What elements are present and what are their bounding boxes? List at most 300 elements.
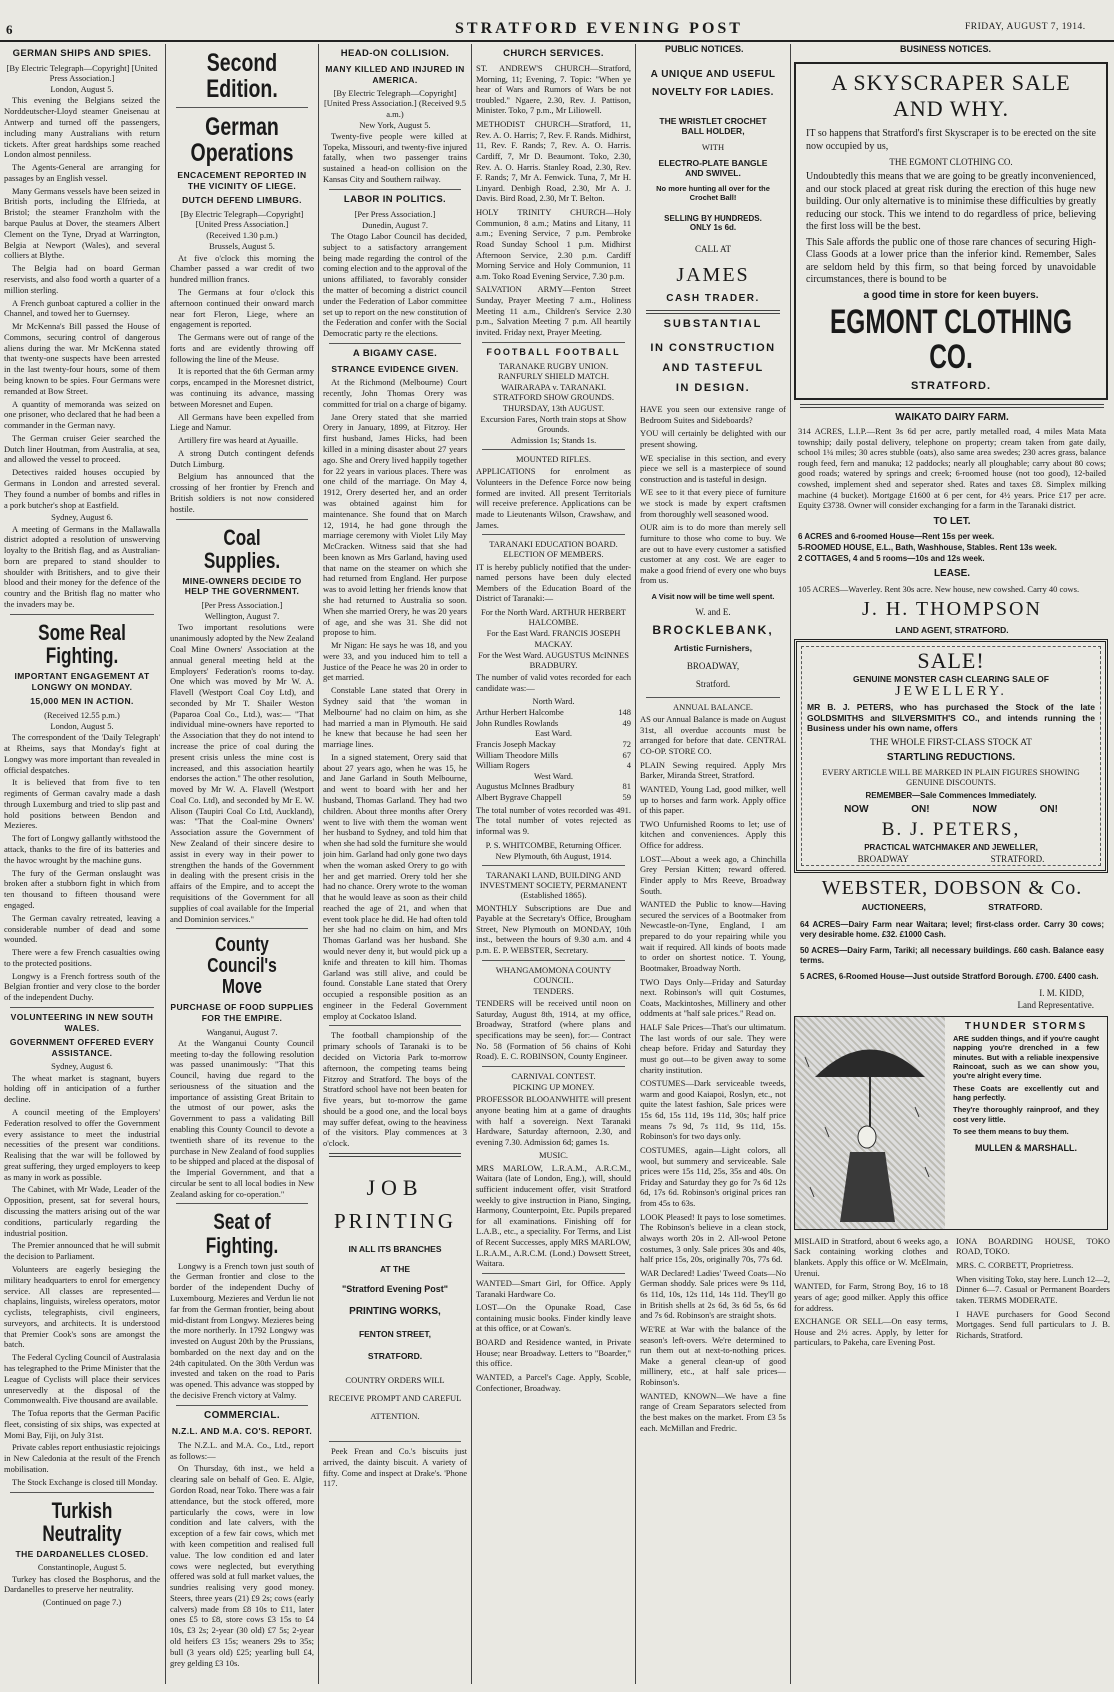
ad-heading: WEBSTER, DOBSON & Co. (821, 876, 1083, 899)
job-printing-ad (323, 1161, 467, 1437)
ad-paragraph: ARE sudden things, and if you're caught napping you're drenched in a few minutes. But with a reliable inexpensive Raincoat, such as we can show you, you're alright every time. (953, 1033, 1099, 1081)
ad-heading: LEASE. (933, 567, 971, 579)
notice: WANTED, Young Lad, good milker, well up to horses and farm work. Apply office of this paper. (640, 783, 786, 816)
notice-heading: TARANAKI LAND, BUILDING AND INVESTMENT SOCIETY, PERMANENT (Established 1865). (479, 869, 628, 901)
headline-large: Some Real Fighting. (38, 619, 126, 668)
ad-line: STARTLING REDUCTIONS. (886, 751, 1016, 763)
notice: COSTUMES—Dark serviceable tweeds, warm and good Kaiapoi, Roslyn, etc., not quite the latest fashion, Sale prices were 15s 6d, 15s 11d, 19s 11d, 30s; half price means 7s 9d, 7s 11d, 9s 11d, 15s. Robinson's for two days only. (640, 1078, 786, 1142)
raincoat-illustration (795, 1017, 945, 1229)
notice: The total number of votes recorded was 491. The total number of votes rejected as informal was 9. (476, 804, 631, 836)
article-paragraph: A council meeting of the Employers' Federation resolved to offer the Government every assistance to meet the industrial necessities of the present war conditions. Realising that the war will be followed by great suffering, they urged employers to keep as many in work as possible. (4, 1107, 160, 1182)
furniture-ad-signature (640, 592, 786, 689)
notice: MRS. C. CORBETT, Proprietress. (956, 1260, 1074, 1270)
headline: GERMAN SHIPS AND SPIES. (12, 48, 152, 59)
masthead-rule (0, 40, 1114, 42)
notice: TWO Days Only—Friday and Saturday next. Robinson's will quit Costumes, Coats, Mackintoshes, Millinery and other oddments at "half sale prices." Read on. (640, 976, 786, 1019)
dairy-farm-ad (794, 412, 1110, 635)
article-paragraph: It is reported that the 6th German army corps, encamped in the Moresnet district, was continuing its advance, massing between Moresnet and Eupen. (170, 366, 314, 409)
notice-heading: PICKING UP MONEY. (512, 1082, 595, 1093)
ad-line: COUNTRY ORDERS WILL (345, 1375, 445, 1386)
article-paragraph: The Agents-General are arranging for passages by an English vessel. (4, 162, 160, 183)
article-paragraph: Volunteers are eagerly besieging the military headquarters to enrol for emergency service. All classes are represented—chaplains, linguists, wireless operators, motor cyclists, telegraphists, civil engineers, surveyors, and architects. It is understood that Premier Cook's sons are amongst the batch. (4, 1263, 160, 1350)
notice-line: WAIRARAPA v. TARANAKI. STRATFORD SHOW GROUNDS. THURSDAY, 13th AUGUST. (493, 382, 614, 413)
subheadline: IMPORTANT ENGAGEMENT AT LONGWY ON MONDAY. (14, 670, 150, 692)
notice: WANTED, for Farm, Strong Boy, 16 to 18 years of age; good milker. Apply this office for address. (794, 1281, 948, 1313)
auctioneers-ad (794, 877, 1110, 1010)
candidate-name: Arthur Herbert Halcombe (476, 707, 564, 718)
notice-heading: TENDERS. (533, 986, 574, 996)
notice: I HAVE purchasers for Good Second Mortgages. Send full particulars to J. B. Richards, Stratford. (956, 1308, 1110, 1340)
ad-line: CALL AT (695, 244, 731, 254)
ad-paragraph: WE specialise in this section, and every piece we sell is a masterpiece of sound construction and is tasteful in design. (640, 452, 786, 484)
small-notices-left (794, 1234, 948, 1351)
ad-line: CASH TRADER. (666, 293, 760, 304)
article-paragraph: A meeting of Germans in the Mallawalla district adopted a resolution of unswerving loyalty to the British flag, and as Australian-born are prepared to stand shoulder to shoulder with Britishers, and to give their blood and their money for the defence of the country and the British flag no matter who the invaders may be. (4, 523, 160, 609)
ad-line: PRINTING WORKS, (349, 1306, 441, 1318)
ad-line: AUCTIONEERS, STRATFORD. (861, 901, 1043, 912)
separator (329, 1025, 461, 1026)
ad-name: EGMONT CLOTHING CO. (829, 302, 1073, 377)
notice-heading: ANNUAL BALANCE. (673, 702, 753, 712)
ad-name: J. H. THOMPSON (862, 597, 1042, 620)
notice: ST. ANDREW'S CHURCH—Stratford, Morning, 11; Evening, 7. Topic: "When ye hear of Wars and Rumors of Wars be not troubled." Ngaere, 2.30, Rev. J. Pattison, Minister. Toko, 7 p.m., Mr Liliowell. (476, 62, 631, 116)
notice: EXCHANGE OR SELL—On easy terms, House and 2½ acres. Apply, by letter for particulars, to Pakeha, care Evening Post. (794, 1316, 948, 1348)
separator (482, 534, 625, 535)
notice: SALVATION ARMY—Fenton Street Sunday, Prayer Meeting 7 a.m., Holiness Meeting 11 a.m., Children's Service 2.30 p.m., Salvation Meeting 7 p.m. All heartily invited. Friday next, Prayer Meeting. (476, 284, 631, 337)
vote-row (476, 781, 631, 792)
notice: The number of valid votes recorded for each candidate was:— (476, 672, 631, 693)
crochet-ad (640, 66, 786, 304)
article-paragraph: The Germans were out of range of the forts and are evidently throwing off following the line of the Meuse. (170, 332, 314, 364)
ad-line: THE WHOLE FIRST-CLASS STOCK AT (870, 737, 1032, 748)
article-paragraph: Mr Nigan: He says he was 18, and you were 33, and you induced him to tell a Justice of the Peace he was 20 in order to get married. (323, 640, 467, 683)
ad-heading: IN DESIGN. (675, 382, 751, 394)
ad-heading: TO LET. (933, 515, 971, 527)
article-paragraph: Jane Orery stated that she married Orery in January, 1899, at Fitzroy. Her first husband, James Hicks, had been killed in a mining disaster about 27 years ago. She and Orery lived happily together for 22 years in various places. There was one child of the marriage. On May 4, 1912, Orery deserted her, and an order was obtained against him for maintenance. She found that on March 12, 1914, he had gone through the marriage ceremony with Violet Lily May McCracken. Witness said that she had been known as Mrs Garland, having used that name on the steamer on which she had returned from England. Her purpose was to avoid letting her friends know that she had returned to Australia so soon. When she married Orery, he was 20 years of age, and she was 31. She did not propose to him. (323, 411, 467, 638)
article-paragraph: It is believed that from five to ten regiments of German cavalry made a dash through Luxemburg and tried to slip past and hold positions between Bendon and Mezieres. (4, 777, 160, 831)
notice: PROFESSOR BLOOANWHITE will present anyone beating him at a game of draughts with half a sovereign. Next Taranaki Hardware, Saturday afternoon, 2.30, and evening 7.30. Admission 6d; games 1s. (476, 1094, 631, 1147)
article-paragraph: The Germans at four o'clock this afternoon continued their onward march near fort Fleron, Liege, where an engagement is reported. (170, 286, 314, 330)
ad-line: Stratford. (695, 679, 731, 689)
column-rule (318, 44, 319, 1684)
separator (329, 189, 461, 190)
ad-paragraph: These Coats are excellently cut and hang perfectly. (953, 1083, 1099, 1102)
notice: WANTED, KNOWN—We have a fine range of Cream Separators selected from the best makes on the market. From £3 5s each. McMillan and Fredric. (640, 1390, 786, 1433)
ad-heading: AND TASTEFUL (662, 362, 764, 374)
separator (329, 1441, 461, 1442)
column-rule (635, 44, 636, 1684)
ad-heading: A SKYSCRAPER SALE (831, 70, 1071, 95)
ad-line: No more hunting all over for the Crochet Ball! (656, 184, 770, 202)
ad-line: a good time in store for keen buyers. (863, 289, 1039, 301)
ad-paragraph: 314 ACRES, L.I.P.—Rent 3s 6d per acre, partly metalled road, 4 miles Mata Mata township; daily postal delivery, telephone on property; cream taken from gate daily, school 1¼ miles; 30 acres stubble (oats), also same area swedes; 230 acres grass, balance rough feed, fern and manuka; 12 paddocks; nearly all ploughable; carry about 80 cows; good roads; watered by springs and creek; 6-roomed house (not too good), 12-bailed cowshed, implement shed and seperator shed. Rates and taxes £8. Simplex milking machine (4 bucket). Mortgage £1600 at 6 per cent, for 4½ years. Price £17 per acre. Equity £3738. Owner will consider exchanging for a farm in the Taranaki district. (798, 425, 1106, 511)
ad-line: 105 ACRES—Waverley. Rent 30s acre. New house, new cowshed. Carry 40 cows. (798, 583, 1080, 594)
article-paragraph: A quantity of memoranda was seized on one prisoner, who declared that he had been a commander in the German navy. (4, 398, 160, 431)
article-paragraph: The football championship of the primary schools of Taranaki is to be decided on Victoria Park to-morrow afternoon, the competing teams being Fitzroy and Stratford. The boys of the Stratford school have not been beaten for five years, but to-morrow the game should be a good one, and the local boys may suffer defeat, owing to the heaviness of the visitors. Play commences at 3 o'clock. (323, 1030, 467, 1149)
subheadline: PURCHASE OF FOOD SUPPLIES FOR THE EMPIRE. (170, 1002, 314, 1023)
byline: [Per Press Association.] (354, 208, 436, 219)
article-paragraph: Longwy is a French fortress south of the Belgian frontier and very close to the border of the independent Duchy. (4, 970, 160, 1003)
byline: [By Electric Telegraph—Copyright] [United Press Association.] (6, 62, 158, 84)
ad-heading: SUBSTANTIAL (663, 318, 763, 330)
notice-heading: MOUNTED RIFLES. (515, 454, 592, 465)
newspaper-title: STRATFORD EVENING POST (455, 20, 743, 37)
article-paragraph: Constable Lane stated that Orery in Sydney said that 'the woman in Melbourne' had no claim on him, as she had married a man in Plymouth. He said he knew that because he had seen her marriage lines. (323, 685, 467, 750)
candidate-name: Albert Bygrave Chappell (476, 792, 562, 803)
dateline: Wellington, August 7. (204, 611, 280, 622)
article-paragraph: The Federal Cycling Council of Australasia has telegraphed to the Prime Minister that the League of Cyclists will place their services unreservedly at the disposal of the Commonwealth. Five thousand are available. (4, 1352, 160, 1406)
subheadline: DUTCH DEFEND LIMBURG. (182, 195, 302, 206)
column-6 (794, 58, 1110, 1692)
ad-line: W. and E. (695, 607, 731, 617)
notice: HALF Sale Prices—That's our ultimatum. The last words of our sale. They were cheap before. Friday and Saturday they must go out—to be given away to some charity institution. (640, 1022, 786, 1075)
umbrella-figure-icon (795, 1017, 945, 1229)
article-paragraph: The German cavalry retreated, leaving a considerable number of dead and some wounded. (4, 912, 160, 945)
ad-line: A Visit now will be time well spent. (651, 592, 775, 601)
ad-line: STRATFORD. (910, 379, 992, 392)
received-time: (Received 12.55 p.m.) (44, 709, 120, 720)
separator (176, 1405, 308, 1406)
ad-heading: PRINTING (334, 1209, 456, 1234)
separator (329, 1153, 461, 1157)
ad-line: BROADWAY STRATFORD. (857, 853, 1045, 864)
headline: HEAD-ON COLLISION. (340, 48, 450, 59)
ad-line: IN ALL ITS BRANCHES (348, 1244, 442, 1255)
notice-heading: MUSIC. (538, 1150, 569, 1161)
small-notices-right (956, 1234, 1110, 1351)
article-paragraph: The Tofua reports that the German Pacific fleet, consisting of six ships, was expected at Momi Bay, Fiji, on July 31st. (4, 1408, 160, 1440)
column-2 (170, 44, 314, 1684)
notice-heading: CARNIVAL CONTEST. (511, 1070, 596, 1081)
dateline: New York, August 5. (359, 119, 431, 130)
vote-count: 81 (622, 781, 631, 792)
vote-count: 59 (622, 792, 631, 803)
article-paragraph: Mr McKenna's Bill passed the House of Commons, securing control of dangerous aliens during the war. Mr McKenna stated that twenty-one suspects have been arrested in the last twenty-four hours, some of them being known to be spies. Four Germans were remanded at Bow Street. (4, 321, 160, 396)
ad-line: I. M. KIDD, (1039, 987, 1084, 998)
subheadline: STRANCE EVIDENCE GIVEN. (331, 363, 459, 374)
vote-row (476, 707, 631, 718)
ad-line: JEWELLERY. (895, 683, 1007, 699)
candidate-name: Augustus McInnes Bradbury (476, 781, 575, 792)
headline: A BIGAMY CASE. (352, 347, 438, 359)
ad-line: REMEMBER—Sale Commences Immediately. (865, 790, 1037, 800)
column-rule (471, 44, 472, 1684)
vote-row (476, 718, 631, 729)
article-paragraph: There were a few French casualties owing to the protected positions. (4, 947, 160, 968)
notice: METHODIST CHURCH—Stratford, 11, Rev. A. O. Harris; 7, Rev. F. Rands. Midhirst, 11, Rev. F. Rands; 7, Rev. A. O. Harris. Cardiff, 7, Mr D. Beaumont. Toko, 2.30, Rev. A. O. Harris. Stanley Road, 2.30, Rev. F. Rands; 7, Mr A. Fenwick. Tuna, 7, Mr H. Linyard. Denbigh Road, 2.30, Mr A. J. Davis. Bird Road, 2.30, Mr T. Belton. (476, 119, 631, 204)
column-1 (4, 44, 160, 1684)
article-paragraph: At the Richmond (Melbourne) Court recently, John Thomas Orery was committed for trial on a charge of bigamy. (323, 377, 467, 409)
separator (10, 614, 154, 615)
notice: When visiting Toko, stay here. Lunch 12—2, Dinner 6—7. Casual or Permanent Boarders taken. TERMS MODERATE. (956, 1273, 1110, 1305)
notice: APPLICATIONS for enrolment as Volunteers in the Defence Force now being formed are invited. All present Territorials will receive preference. Applications can be made to Lieutenants Wilson, Crawshaw, and James. (476, 466, 631, 530)
notice: BOARD and Residence wanted, in Private House; near Broadway. Letters to "Boarder," this office. (476, 1337, 631, 1369)
subheadline: MANY KILLED AND INJURED IN AMERICA. (325, 63, 465, 85)
vote-row (476, 739, 631, 750)
ad-line: 5-ROOMED HOUSE, E.L., Bath, Washhouse, Stables. Rent 13s week. (798, 542, 1057, 552)
separator (482, 1273, 625, 1274)
article-paragraph: The German cruiser Geier searched the Dutch liner Houtman, from Australia, at sea, and allowed the vessel to proceed. (4, 432, 160, 465)
vote-count: 4 (626, 760, 631, 771)
article-paragraph: The Belgia had on board German reservists, and also food worth a quarter of a million sterling. (4, 263, 160, 295)
ad-paragraph: They're thoroughly rainproof, and they cost very little. (953, 1105, 1099, 1124)
ad-line: ELECTRO-PLATE BANGLE AND SWIVEL. (658, 158, 768, 178)
notice-heading: WHANGAMOMONA COUNTY COUNCIL. (495, 964, 612, 985)
ward-heading: North Ward. (532, 696, 575, 707)
candidate-name: William Theodore Mills (476, 749, 559, 760)
ad-name: BROCKLEBANK, (652, 623, 774, 637)
ad-name: MULLEN & MARSHALL. (975, 1142, 1077, 1153)
furniture-ad (640, 318, 786, 394)
dateline: Sydney, August 6. (51, 1061, 113, 1072)
notice: LOST—About a week ago, a Chinchilla Grey Persian Kitten; reward offered. Finder apply to Mrs Reeve, Broadway South. (640, 853, 786, 896)
ad-heading: IN CONSTRUCTION (650, 342, 776, 354)
subheadline: COMMERCIAL. (203, 1409, 281, 1421)
dateline: Constantinople, August 5. (37, 1562, 127, 1573)
byline: [By Electric Telegraph—Copyright] [United Press Association.] (180, 208, 304, 230)
ad-paragraph: WE see to it that every piece of furniture we stock is made by expert craftsmen from thoroughly well seasoned wood. (640, 487, 786, 519)
subheadline: N.Z.L. AND M.A. CO'S. REPORT. (171, 1426, 313, 1437)
article-paragraph: At five o'clock this morning the Chamber passed a war credit of two hundred million francs. (170, 252, 314, 285)
ad-line: ATTENTION. (370, 1411, 420, 1422)
ad-line: Artistic Furnishers, (674, 643, 752, 653)
headline: FOOTBALL FOOTBALL (486, 346, 621, 357)
separator (176, 107, 308, 108)
headline-large: Second Edition. (206, 49, 278, 104)
ad-paragraph: 5 ACRES, 6-Roomed House—Just outside Stratford Borough. £700. £400 cash. (800, 971, 1099, 981)
separator (482, 865, 625, 866)
ad-heading: A UNIQUE AND USEFUL NOVELTY FOR LADIES. (650, 69, 776, 98)
notice: MISLAID in Stratford, about 6 weeks ago, a Sack containing working clothes and blankets. Apply this office or W. McElmain, Urenui. (794, 1235, 948, 1278)
ad-line: Land Representative. (1017, 999, 1094, 1010)
separator (10, 1492, 154, 1493)
article-paragraph: Twenty-five people were killed at Topeka, Missouri, and twenty-five injured fatally, when two passenger trains sustained a head-on collision on the Kansas City and Southern railway. (323, 130, 467, 184)
notice: WANTED—Smart Girl, for Office. Apply Taranaki Hardware Co. (476, 1277, 631, 1299)
raincoat-ad (794, 1016, 1108, 1230)
ad-line: LAND AGENT, STRATFORD. (895, 624, 1009, 635)
business-notices-label: BUSINESS NOTICES. (900, 44, 992, 54)
notice: MONTHLY Subscriptions are Due and Payable at the Secretary's Office, Brougham Street, New Plymouth on MONDAY, 10th inst., between the hours of 9.30 a.m. and 4 p.m. E. P. WEBSTER, Secretary. (476, 902, 631, 955)
notice-line: For the East Ward. FRANCIS JOSEPH MACKAY. (486, 628, 621, 649)
ad-line: THE WRISTLET CROCHET BALL HOLDER, (659, 116, 767, 136)
article-paragraph: Detectives raided houses occupied by Germans in London and arrested several. They found a number of bombs and rifles in a pork butcher's shop at Eastfield. (4, 467, 160, 510)
ad-paragraph: IT so happens that Stratford's first Skyscraper is to be erected on the site now occupied by us, (806, 128, 1096, 152)
subheadline: ENCACEMENT REPORTED IN THE VICINITY OF LIEGE. (177, 170, 307, 191)
skyscraper-sale-ad (794, 62, 1108, 400)
candidate-name: Francis Joseph Mackay (476, 738, 556, 749)
ad-heading: THUNDER STORMS (964, 1020, 1088, 1032)
ad-line: RECEIVE PROMPT AND CAREFUL (328, 1393, 462, 1404)
vote-row (476, 750, 631, 761)
ad-line: PRACTICAL WATCHMAKER AND JEWELLER, (864, 842, 1038, 852)
ad-line: AT THE (379, 1264, 411, 1275)
article-paragraph: The Otago Labor Council has decided, subject to a satisfactory arrangement being made regarding the control of the coming election and to the approval of the unions affiliated, to favorably consider the matter of becoming a district council under the Federation of Labor committee set up to report on the new constitution of the Federation and confer with the Social Democratic party re the elections. (323, 231, 467, 339)
dateline: Wanganui, August 7. (206, 1026, 278, 1037)
ad-line: "Stratford Evening Post" (341, 1284, 449, 1295)
ad-paragraph: This Sale affords the public one of those rare chances of securing High-Class Goods at a lower price than the inferior kind. Remember, Sales are seldom held by this firm, so that being forced by unavoidable circumstances, there is bound to be (806, 236, 1096, 285)
column-3 (323, 44, 467, 1684)
notice: HOLY TRINITY CHURCH—Holy Communion, 8 a.m.; Matins and Litany, 11 a.m.; Evening Service, 7 p.m. Pembroke Road Sunday School 1 p.m. Midhirst Afternoon Service, 2.30 p.m. Cardiff Morning Service and Holy Communion, 11 a.m. Toko Road Evening Service, 7.30 p.m. (476, 207, 631, 281)
dateline: London, August 5. (50, 721, 114, 732)
vote-count: 49 (622, 717, 631, 728)
continued-note: (Continued on page 7.) (42, 1597, 122, 1608)
ad-line: BROADWAY, (686, 661, 740, 671)
issue-date: FRIDAY, AUGUST 7, 1914. (965, 22, 1086, 32)
article-paragraph: The fort of Longwy gallantly withstood the attack, thanks to the fire of its batteries and the havoc wrought by the machine guns. (4, 833, 160, 865)
candidate-name: John Rundles Rowlands (476, 717, 559, 728)
article-paragraph: This evening the Belgians seized the Norddeutscher-Lloyd steamer Gneisenau at Antwerp and turned off the passengers, including many Australians with return tickets. After great hardships some reached London almost penniless. (4, 95, 160, 160)
headline-large: Coal Supplies. (203, 524, 281, 573)
separator (646, 310, 780, 314)
separator (800, 404, 1104, 408)
notice: PLAIN Sewing required. Apply Mrs Barker, Miranda Street, Stratford. (640, 759, 786, 781)
ad-line: 2 COTTAGES, 4 and 5 rooms—10s and 12s week. (798, 553, 985, 563)
separator (482, 1066, 625, 1067)
page-number: 6 (6, 22, 16, 37)
ad-name: JAMES (676, 264, 750, 286)
article-paragraph: Private cables report enthusiastic rejoicings in New Caledonia at the result of the French mobilisation. (4, 1442, 160, 1474)
notice: WANTED, a Parcel's Cage. Apply, Scoble, Confectioner, Broadway. (476, 1371, 631, 1393)
notice: WAR Declared! Ladies' Tweed Coats—No German shoddy. Sale prices were 9s 11d, 6s 11d, 10s, 12s 11d, 14s 11d. They'll go in British shells at 2s 6d, 3s 6d 5s, 6s 6d and 7s 6d. Robinson's are straight shots. (640, 1267, 786, 1321)
ad-line: GENUINE MONSTER CASH CLEARING SALE OF (853, 673, 1049, 684)
received-time: (Received 1.30 p.m.) (206, 230, 278, 241)
notice: IT is hereby publicly notified that the under-named persons have been duly elected Members of the Education Board of the District of Taranaki:— (476, 561, 631, 604)
article-paragraph: The Stock Exchange is closed till Monday. (12, 1476, 158, 1487)
byline: [By Electric Telegraph—Copyright] [United Press Association.] (Received 9.5 a.m.) (323, 88, 467, 119)
notice-line: For the West Ward. AUGUSTUS McINNES BRADBURY. (478, 649, 629, 670)
notice-line: TARANAKE RUGBY UNION. RANFURLY SHIELD MATCH. (498, 360, 609, 381)
notice: LOOK Pleased! It pays to lose sometimes. The Robinson's believe in a clean stock, always worth 20s in 2. All-wool Petone costumes, 3 only. Sale prices 30s and 40s, half price 15s, 20s, originally 70s, 77s 6d. (640, 1211, 786, 1265)
article-paragraph: The Cabinet, with Mr Wade, Leader of the Opposition, present, sat for several hours, discussing the matters arising out of the war conditions, particularly regarding the industrial position. (4, 1184, 160, 1238)
article-paragraph: The wheat market is stagnant, buyers holding off in anticipation of a further decline. (4, 1072, 160, 1105)
ad-paragraph: HAVE you seen our extensive range of Bedroom Suites and Sideboards? (640, 404, 786, 425)
ad-paragraph: To see them means to buy them. (953, 1127, 1069, 1137)
ad-line: NOW ON! NOW ON! (844, 803, 1058, 815)
notice: IONA BOARDING HOUSE, TOKO ROAD, TOKO. (956, 1235, 1110, 1257)
subheadline: THE DARDANELLES CLOSED. (15, 1548, 149, 1559)
notice: AS our Annual Balance is made on August 31st, all overdue accounts must be arranged for before that date. CENTRAL CO-OP. STORE CO. (640, 714, 786, 757)
vote-count: 72 (622, 738, 631, 749)
article-paragraph: Artillery fire was heard at Ayuaille. (178, 435, 299, 446)
candidate-name: William Rogers (476, 760, 530, 771)
subheadline: MINE-OWNERS DECIDE TO HELP THE GOVERNMENT. (182, 575, 302, 597)
separator (482, 449, 625, 450)
article-paragraph: Many Germans vessels have been seized in British ports, including the Elfrieda, at Bristol; the steamer Franzholm with the barque Paulus at Dover, the steamers Albert Clement on the Tyne, Dryad at Warrington, Belgia at Newport (Wales), and several colliers at Blythe. (4, 185, 160, 261)
ad-line: WITH (701, 142, 725, 152)
article-paragraph: The correspondent of the 'Daily Telegraph' at Rheims, says that Monday's fight at Longwy was more important than revealed in official despatches. (4, 732, 160, 775)
column-5 (640, 56, 786, 1692)
ad-line: THE EGMONT CLOTHING CO. (889, 157, 1013, 167)
ad-line: FENTON STREET, (358, 1329, 432, 1340)
vote-row (476, 792, 631, 803)
subheadline: 15,000 MEN IN ACTION. (30, 696, 134, 707)
article-paragraph: The fury of the German onslaught was broken after a stubborn fight in which from ten thousand to fifteen thousand were engaged. (4, 867, 160, 910)
article-paragraph: A strong Dutch contingent defends Dutch Limburg. (170, 447, 314, 469)
dateline: London, August 5. (50, 84, 114, 95)
dateline: Dunedin, August 7. (361, 219, 429, 230)
ad-paragraph: YOU will certainly be delighted with our present showing. (640, 428, 786, 449)
vote-count: 67 (622, 749, 631, 760)
separator (329, 343, 461, 344)
notice: WE'RE at War with the balance of the season's left-overs. We're determined to run them out at next-to-nothing prices. Make a general clean-up of good millinery, etc., at half sale prices—Robinson's. (640, 1323, 786, 1388)
notice: COSTUMES, again—Light colors, all wool, but summery and serviceable. Sale prices were 15s 11d, 25s, 35s and 40s. On Friday and Saturday they go for 7s 6d 12s 6d, 17s 6d. Robinson's original prices ran from 45s to 63s. (640, 1144, 786, 1209)
jewellery-sale-ad (794, 639, 1108, 873)
dateline: Brussels, August 5. (209, 241, 275, 252)
ad-line: 6 ACRES and 6-roomed House—Rent 15s per week. (798, 531, 995, 541)
ad-paragraph: OUR aim is to do more than merely sell furniture to those who come to buy. We are out to have every customer a satisfied customer at any cost. We are eager to make a good friend of every one who buys from us. (640, 522, 786, 586)
ad-line: STRATFORD. (367, 1351, 423, 1362)
article-paragraph: Turkey has closed the Bosphorus, and the Dardanelles to preserve her neutrality. (4, 1573, 160, 1595)
notice: MRS MARLOW, L.R.A.M., A.R.C.M., Waitara (late of London, Eng.), will, should sufficient inducement offer, visit Stratford weekly to give instruction in Piano, Singing, Harmony, Counterpoint, Etc. Pupils prepared for all examinations. Finishing off for L.A.B., etc., a speciality. For Terms, and List of Recent Successes, apply MRS MARLOW, L.R.A.M., A.R.C.M. (Lond.) Dowsett Street, Waitara. (476, 1162, 631, 1269)
headline-large: Turkish Neutrality (42, 1497, 122, 1546)
article-paragraph: The Premier announced that he will submit the decision to Parliament. (4, 1240, 160, 1262)
notice: TENDERS will be received until noon on Saturday, August 8th, 1914, at my office, Broadway, Stratford (where plans and specifications may be seen), for:— Contract No. 58 (Formation of 56 chains of Kohi Road). E. C. ROBINSON, County Engineer. (476, 998, 631, 1062)
article-paragraph: On Thursday, 6th inst., we held a clearing sale on behalf of Geo. E. Algie, Gordon Road, near Toko. There was a fair attendance, but the stock offered, more particularly the cows, were in low condition and late calvers, with the exception of a few fair cows, which met with keen competition and realised full value. The low condition ed and later cows were neglected, but everything offered was sold at full market values, the sundries realising very good money. Steers, three years (21) £9 2s; cows (early calvers) made from £8 10s to £11, later ones £5 to £8, store cows £3 15s to £4 10s, £3 2s; 2-year (30 old) £7 5s; 2-year old heifers £3 15s; weaners 29s to 35s; bull (3 years old) £25; yearling bull £4, grey gelding £3 10s. (170, 1463, 314, 1668)
ad-paragraph: 64 ACRES—Dairy Farm near Waitara; level; first-class order. Carry 30 cows; very desirable home. £32. £1000 Cash. (800, 919, 1104, 939)
article-paragraph: All Germans have been expelled from Liege and Namur. (170, 411, 314, 433)
ad-heading: SALE! (917, 647, 985, 673)
article-paragraph: Two important resolutions were unanimously adopted by the New Zealand Coal Mine Owners' Association at the annual general meeting held at the Employers' Federation's rooms to-day. One which was moved by Mr W. A. Flavell (Westport Coal Coy Ltd), and seconded by Mr T. Shailer Weston (Paparoa Coal Co., Ltd.), was:— "That individual mine-owners have reported to the Association that they do not intend to increase the price of coal during the present crisis unless the mine cost is increased, and this association heartily endorses the action." The other resolution, moved by Mr W. A. Flavell (Westport Coal Co. Ltd), and seconded by Mr E. W. Alison (Taupiri Coal Co Ltd, Auckland), was: "That the Coal-mine Owners' Association assure the Government of New Zealand of their sincere desire to assist in every way in their power to strengthen the hands of the Government in dealing with the present crisis in the affairs of the Empire, and to accept the requisitions of the Government for all supplies of coal available for the Imperial and Dominion services." (170, 622, 314, 924)
ad-heading: JOB (366, 1175, 424, 1201)
separator (482, 342, 625, 343)
vote-table (476, 696, 631, 802)
column-rule (790, 44, 791, 1684)
subheadline: GOVERNMENT OFFERED EVERY ASSISTANCE. (9, 1037, 155, 1058)
ad-name: B. J. PETERS, (881, 818, 1021, 840)
separator (176, 1203, 308, 1204)
separator (482, 960, 625, 961)
notice: WANTED the Public to know—Having secured the services of a Bootmaker from Newcastle-on-Tyne, England, I am prepared to do your repairing while you wait if required. All kinds of boots made to order on shortest notice. T. Young, Bootmaker, Broadway North. (640, 899, 786, 973)
notice-line: New Plymouth, 6th August, 1914. (495, 850, 612, 861)
headline-large: Seat of Fighting. (205, 1209, 279, 1258)
notice-line: For the North Ward. ARTHUR HERBERT HALCOMBE. (481, 607, 626, 628)
ad-paragraph: MR B. J. PETERS, who has purchased the Stock of the late GOLDSMITHS and SILVERSMITH'S CO., and intends running the Business under his own name, offers (807, 701, 1095, 734)
column-4 (476, 44, 631, 1684)
article-paragraph: At the Wanganui County Council meeting to-day the following resolution was passed unanimously: "That this Council, having due regard to the seriousness of the situation and the importance of assisting Great Britain to the utmost of our power, asks the Government to pass a validating Bill enabling this County Council to devote a twentieth share of its revenue to the purchase in New Zealand of food supplies to be shipped and placed at the disposal of the Imperial Government, and that a circular be sent to all local bodies in New Zealand asking for co-operation." (170, 1037, 314, 1199)
headline-large: County Council's Move (207, 934, 277, 999)
small-notices (794, 1234, 1110, 1351)
notice-line: P. S. WHITCOMBE, Returning Officer. (485, 839, 622, 850)
ad-paragraph: Undoubtedly this means that we are going to be greatly inconvenienced, and our stock placed at great risk during the erection of this huge new building. Our only alternative is to minimise these difficulties by greatly reducing our stock. This we intend to do regardless of price, believing the first loss will be the best. (806, 171, 1096, 232)
article-paragraph: Peek Frean and Co.'s biscuits just arrived, the dainty biscuit. A variety of fifty. Come and inspect at Drake's. 'Phone 117. (323, 1446, 467, 1489)
ad-heading: AND WHY. (893, 96, 1009, 121)
vote-row (476, 760, 631, 771)
ad-paragraph: 50 ACRES—Dairy Farm, Tariki; all necessary buildings. £60 cash. Balance easy terms. (800, 945, 1104, 965)
separator (646, 697, 780, 698)
separator (10, 1007, 154, 1008)
notice-heading: TARANAKI EDUCATION BOARD. ELECTION OF MEMBERS. (489, 539, 618, 560)
ward-heading: West Ward. (533, 770, 574, 781)
notice: TWO Unfurnished Rooms to let; use of kitchen and conveniences. Apply this Office for address. (640, 818, 786, 851)
separator (176, 928, 308, 929)
subheadline: VOLUNTEERING IN NEW SOUTH WALES. (10, 1011, 154, 1033)
column-rule (165, 44, 166, 1684)
vote-count: 148 (618, 707, 631, 718)
dateline: Sydney, August 6. (51, 512, 113, 523)
article-paragraph: A French gunboat captured a collier in the Channel, and towed her to Guernsey. (4, 297, 160, 319)
article-paragraph: Longwy is a French town just south of the German frontier and close to the border of the independent Duchy of Luxembourg. Mezieres and Verdun lie not far from the German frontier, being about mid-distant from Longwy. Mezieres being the more northerly. In 1792 Longwy was invested on August 20th by the Prussians, bombarded on the next day and on the 24th capitulated. On the 30th Verdun was invested and taken on the road to Paris was opened. This advance was stopped by the decisive French victory at Valmy. (170, 1260, 314, 1400)
notice-line: Excursion Fares, North train stops at Show Grounds. (480, 413, 627, 434)
article-paragraph: In a signed statement, Orery said that about 27 years ago, when he was 15, he and Jane Garland in South Melbourne, and went to board with her and her husband, Thomas Garland. They had two children. About three months after Orery went to live with them the woman went her husband to Sydney, and told him that when she had sold the furniture she would join him. Garland had only gone two days when the woman asked Orery to go with her and get married. Orery told her she had no chance. Orery wrote to the woman that he would leave as soon as their child reached the age of 21, and when that event took place he did. He had often told her she had no claim on him, and Mrs Thomas Garland was her husband. She would never deny it, but would pick up a knife and threaten to kill him. Thomas Garland was still alive, and could be found. Constable Lane stated that Orery occupied a responsible position as an engineer in the Federal Government employ at Cockatoo Island. (323, 751, 467, 1021)
ad-heading: WAIKATO DAIRY FARM. (895, 411, 1009, 423)
article-paragraph: The N.Z.L. and M.A. Co., Ltd., report as follows:— (170, 1439, 314, 1461)
raincoat-ad-text (945, 1017, 1107, 1229)
headline: LABOR IN POLITICS. (343, 193, 447, 205)
notice-line: Admission 1s; Stands 1s. (510, 435, 597, 446)
separator (176, 519, 308, 520)
ad-line: EVERY ARTICLE WILL BE MARKED IN PLAIN FIGURES SHOWING GENUINE DISCOUNTS. (822, 766, 1080, 787)
ad-line: SELLING BY HUNDREDS. ONLY 1s 6d. (664, 214, 762, 232)
